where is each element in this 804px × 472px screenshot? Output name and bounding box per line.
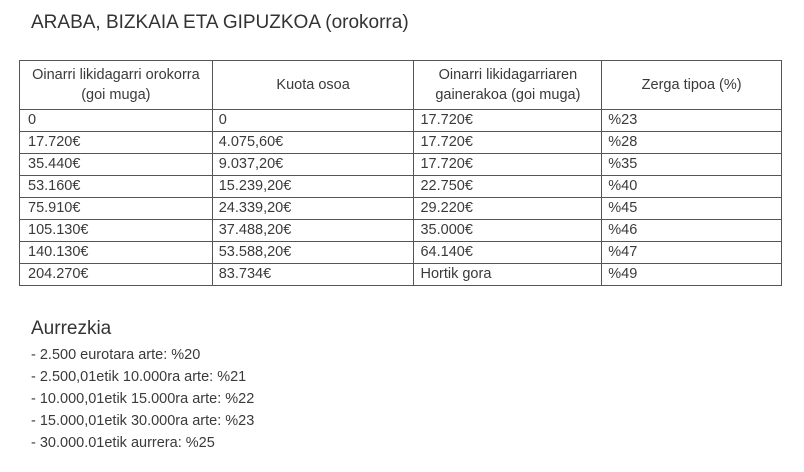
header-full-quota: Kuota osoa — [212, 61, 414, 110]
cell-taxable-base: 140.130€ — [20, 242, 213, 264]
table-row — [20, 110, 782, 132]
table-row — [20, 176, 782, 198]
cell-remaining-base: 35.000€ — [414, 220, 602, 242]
cell-full-quota: 15.239,20€ — [212, 176, 414, 198]
cell-remaining-base: 22.750€ — [414, 176, 602, 198]
table-header-row — [20, 61, 782, 110]
cell-tax-rate: %40 — [602, 176, 782, 198]
cell-full-quota: 83.734€ — [212, 264, 414, 286]
cell-tax-rate: %35 — [602, 154, 782, 176]
cell-tax-rate: %28 — [602, 132, 782, 154]
cell-tax-rate: %23 — [602, 110, 782, 132]
cell-remaining-base: 64.140€ — [414, 242, 602, 264]
cell-full-quota: 9.037,20€ — [212, 154, 414, 176]
list-item: - 30.000.01etik aurrera: %25 — [31, 435, 215, 451]
cell-tax-rate: %49 — [602, 264, 782, 286]
list-item: - 2.500,01etik 10.000ra arte: %21 — [31, 369, 247, 385]
tax-brackets-table — [19, 60, 782, 286]
cell-full-quota: 37.488,20€ — [212, 220, 414, 242]
cell-full-quota: 4.075,60€ — [212, 132, 414, 154]
cell-full-quota: 24.339,20€ — [212, 198, 414, 220]
cell-taxable-base: 204.270€ — [20, 264, 213, 286]
table-row — [20, 264, 782, 286]
cell-taxable-base: 53.160€ — [20, 176, 213, 198]
list-item: - 10.000,01etik 15.000ra arte: %22 — [31, 391, 255, 407]
cell-taxable-base: 17.720€ — [20, 132, 213, 154]
savings-rates-list — [31, 344, 254, 454]
header-taxable-base: Oinarri likidagarri orokorra (goi muga) — [20, 61, 213, 110]
cell-taxable-base: 75.910€ — [20, 198, 213, 220]
header-tax-rate: Zerga tipoa (%) — [602, 61, 782, 110]
cell-remaining-base: 17.720€ — [414, 132, 602, 154]
table-row — [20, 220, 782, 242]
cell-tax-rate: %46 — [602, 220, 782, 242]
cell-taxable-base: 0 — [20, 110, 213, 132]
list-item: - 2.500 eurotara arte: %20 — [31, 347, 201, 363]
cell-full-quota: 53.588,20€ — [212, 242, 414, 264]
table-row — [20, 198, 782, 220]
cell-remaining-base: Hortik gora — [414, 264, 602, 286]
cell-full-quota: 0 — [212, 110, 414, 132]
cell-remaining-base: 29.220€ — [414, 198, 602, 220]
cell-remaining-base: 17.720€ — [414, 110, 602, 132]
cell-remaining-base: 17.720€ — [414, 154, 602, 176]
page-title: ARABA, BIZKAIA ETA GIPUZKOA (orokorra) — [31, 12, 409, 33]
savings-title: Aurrezkia — [31, 318, 112, 339]
table-row — [20, 242, 782, 264]
cell-tax-rate: %45 — [602, 198, 782, 220]
table-row — [20, 154, 782, 176]
list-item: - 15.000,01etik 30.000ra arte: %23 — [31, 413, 255, 429]
table-row — [20, 132, 782, 154]
cell-taxable-base: 35.440€ — [20, 154, 213, 176]
cell-tax-rate: %47 — [602, 242, 782, 264]
cell-taxable-base: 105.130€ — [20, 220, 213, 242]
header-remaining-base: Oinarri likidagarriaren gainerakoa (goi muga) — [414, 61, 602, 110]
